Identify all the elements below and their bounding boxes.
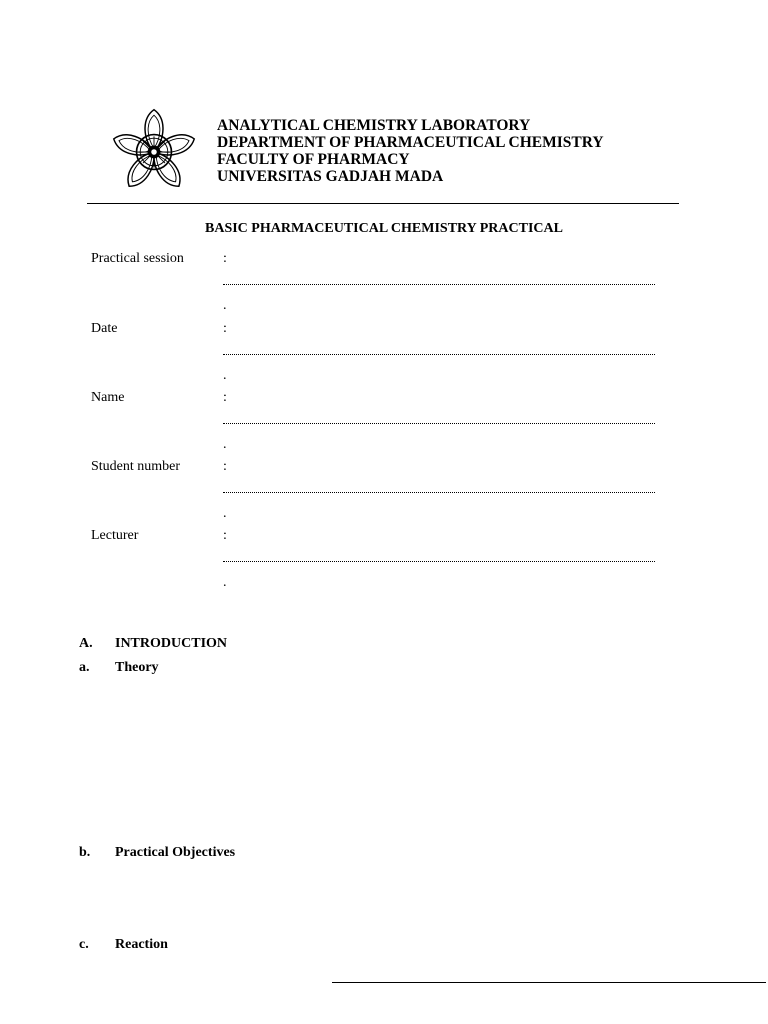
section-letter: a.	[79, 660, 90, 675]
field-fill-line-student-number[interactable]	[223, 492, 655, 493]
header-divider	[87, 203, 679, 204]
header-line-laboratory: ANALYTICAL CHEMISTRY LABORATORY	[217, 117, 531, 134]
field-end-dot: .	[223, 437, 227, 452]
section-letter: c.	[79, 937, 89, 952]
section-letter: A.	[79, 636, 93, 651]
footnote-divider	[332, 982, 766, 983]
field-colon: :	[223, 528, 227, 543]
section-title-introduction: INTRODUCTION	[115, 636, 228, 651]
field-fill-line-name[interactable]	[223, 423, 655, 424]
field-end-dot: .	[223, 298, 227, 313]
field-end-dot: .	[223, 506, 227, 521]
header-line-university: UNIVERSITAS GADJAH MADA	[217, 168, 444, 185]
ugm-logo-icon	[108, 106, 200, 198]
section-title-theory: Theory	[115, 660, 159, 675]
field-label-date: Date	[91, 321, 118, 336]
field-colon: :	[223, 459, 227, 474]
field-colon: :	[223, 390, 227, 405]
section-letter: b.	[79, 845, 91, 860]
field-label-lecturer: Lecturer	[91, 528, 139, 543]
field-colon: :	[223, 321, 227, 336]
field-end-dot: .	[223, 368, 227, 383]
field-end-dot: .	[223, 575, 227, 590]
document-title: BASIC PHARMACEUTICAL CHEMISTRY PRACTICAL	[205, 221, 563, 236]
field-label-student-number: Student number	[91, 459, 181, 474]
field-label-name: Name	[91, 390, 125, 405]
section-title-reaction: Reaction	[115, 937, 168, 952]
field-colon: :	[223, 251, 227, 266]
field-fill-line-practical-session[interactable]	[223, 284, 655, 285]
field-fill-line-lecturer[interactable]	[223, 561, 655, 562]
field-fill-line-date[interactable]	[223, 354, 655, 355]
field-label-practical-session: Practical session	[91, 251, 184, 266]
header-line-faculty: FACULTY OF PHARMACY	[217, 151, 410, 168]
section-title-practical-objectives: Practical Objectives	[115, 845, 236, 860]
header-line-department: DEPARTMENT OF PHARMACEUTICAL CHEMISTRY	[217, 134, 604, 151]
